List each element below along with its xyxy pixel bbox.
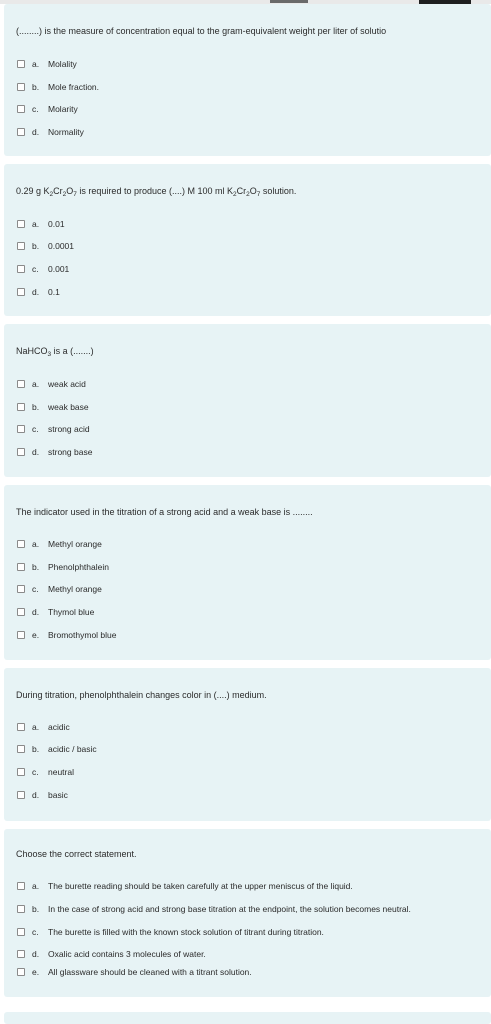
option-5c[interactable] xyxy=(17,766,74,778)
option-1a[interactable] xyxy=(17,58,77,70)
checkbox[interactable] xyxy=(17,928,25,936)
option-letter: d. xyxy=(32,949,40,959)
option-letter: b. xyxy=(32,744,40,754)
option-letter: d. xyxy=(32,127,40,137)
option-label: basic xyxy=(48,790,68,800)
question-text: Choose the correct statement. xyxy=(16,849,137,859)
option-letter: b. xyxy=(32,562,40,572)
option-label: Phenolphthalein xyxy=(48,562,109,572)
checkbox[interactable] xyxy=(17,380,25,388)
checkbox[interactable] xyxy=(17,425,25,433)
option-letter: b. xyxy=(32,241,40,251)
option-2b[interactable] xyxy=(17,240,74,252)
status-bar-indicator xyxy=(270,0,308,3)
checkbox[interactable] xyxy=(17,882,25,890)
option-5b[interactable] xyxy=(17,743,97,755)
option-6c[interactable] xyxy=(17,926,324,938)
option-letter: c. xyxy=(32,927,39,937)
option-label: strong base xyxy=(48,447,93,457)
option-letter: c. xyxy=(32,264,39,274)
checkbox[interactable] xyxy=(17,723,25,731)
option-letter: e. xyxy=(32,967,40,977)
option-label: neutral xyxy=(48,767,74,777)
checkbox[interactable] xyxy=(17,631,25,639)
checkbox[interactable] xyxy=(17,242,25,250)
option-letter: a. xyxy=(32,59,40,69)
checkbox[interactable] xyxy=(17,768,25,776)
option-3d[interactable] xyxy=(17,446,92,458)
option-label: 0.01 xyxy=(48,219,65,229)
option-letter: a. xyxy=(32,379,40,389)
question-card-2 xyxy=(4,164,491,316)
checkbox[interactable] xyxy=(17,265,25,273)
option-letter: a. xyxy=(32,881,40,891)
option-label: Mole fraction. xyxy=(48,82,100,92)
option-label: weak acid xyxy=(48,379,86,389)
option-4b[interactable] xyxy=(17,561,109,573)
option-label: 0.0001 xyxy=(48,241,74,251)
option-1b[interactable] xyxy=(17,81,99,93)
checkbox[interactable] xyxy=(17,563,25,571)
checkbox[interactable] xyxy=(17,905,25,913)
option-label: In the case of strong acid and strong base titration at the endpoint, the solution becomes neutral. xyxy=(48,904,411,914)
option-2d[interactable] xyxy=(17,286,60,298)
option-letter: d. xyxy=(32,790,40,800)
option-4a[interactable] xyxy=(17,538,102,550)
option-letter: c. xyxy=(32,104,39,114)
option-label: Bromothymol blue xyxy=(48,630,117,640)
option-1d[interactable] xyxy=(17,126,84,138)
question-text: During titration, phenolphthalein changes color in (....) medium. xyxy=(16,690,267,700)
checkbox[interactable] xyxy=(17,220,25,228)
option-label: Thymol blue xyxy=(48,607,95,617)
option-label: All glassware should be cleaned with a titrant solution. xyxy=(48,967,252,977)
option-letter: c. xyxy=(32,584,39,594)
checkbox[interactable] xyxy=(17,128,25,136)
option-label: Normality xyxy=(48,127,84,137)
option-6d[interactable] xyxy=(17,948,206,960)
option-label: acidic / basic xyxy=(48,744,97,754)
option-letter: e. xyxy=(32,630,40,640)
option-2a[interactable] xyxy=(17,218,65,230)
option-label: Methyl orange xyxy=(48,539,102,549)
option-label: Methyl orange xyxy=(48,584,102,594)
question-text: NaHCO$_3$ is a (.......) xyxy=(16,346,94,358)
option-label: Molarity xyxy=(48,104,78,114)
checkbox[interactable] xyxy=(17,608,25,616)
next-question-card xyxy=(4,1012,491,1024)
checkbox[interactable] xyxy=(17,105,25,113)
option-label: strong acid xyxy=(48,424,90,434)
checkbox[interactable] xyxy=(17,60,25,68)
option-label: acidic xyxy=(48,722,70,732)
option-3a[interactable] xyxy=(17,378,86,390)
option-label: Molality xyxy=(48,59,77,69)
option-5d[interactable] xyxy=(17,789,68,801)
option-letter: a. xyxy=(32,722,40,732)
option-letter: a. xyxy=(32,539,40,549)
option-4c[interactable] xyxy=(17,583,102,595)
option-label: 0.1 xyxy=(48,287,60,297)
question-text: The indicator used in the titration of a strong acid and a weak base is ........ xyxy=(16,507,313,517)
checkbox[interactable] xyxy=(17,83,25,91)
checkbox[interactable] xyxy=(17,448,25,456)
option-letter: d. xyxy=(32,287,40,297)
checkbox[interactable] xyxy=(17,745,25,753)
option-4e[interactable] xyxy=(17,629,117,641)
option-4d[interactable] xyxy=(17,606,94,618)
option-letter: a. xyxy=(32,219,40,229)
question-text: (........) is the measure of concentration equal to the gram-equivalent weight per liter of solutio xyxy=(16,26,387,36)
checkbox[interactable] xyxy=(17,540,25,548)
question-text: 0.29 g $K_2Cr_2O_7$ is required to produce (....) M 100 ml $K_2Cr_2O_7$ solution. xyxy=(16,186,297,198)
option-label: Oxalic acid contains 3 molecules of water. xyxy=(48,949,206,959)
option-6a[interactable] xyxy=(17,880,353,892)
option-label: weak base xyxy=(48,402,89,412)
option-letter: d. xyxy=(32,607,40,617)
option-label: The burette reading should be taken carefully at the upper meniscus of the liquid. xyxy=(48,881,353,891)
checkbox[interactable] xyxy=(17,791,25,799)
option-3c[interactable] xyxy=(17,423,90,435)
option-letter: b. xyxy=(32,904,40,914)
checkbox[interactable] xyxy=(17,950,25,958)
option-6e[interactable] xyxy=(17,966,252,978)
option-label: 0.001 xyxy=(48,264,70,274)
option-2c[interactable] xyxy=(17,263,69,275)
option-5a[interactable] xyxy=(17,721,70,733)
option-label: The burette is filled with the known stock solution of titrant during titration. xyxy=(48,927,324,937)
option-letter: b. xyxy=(32,82,40,92)
option-6b[interactable] xyxy=(17,903,411,915)
option-letter: d. xyxy=(32,447,40,457)
option-letter: b. xyxy=(32,402,40,412)
option-letter: c. xyxy=(32,767,39,777)
option-1c[interactable] xyxy=(17,103,78,115)
option-letter: c. xyxy=(32,424,39,434)
checkbox[interactable] xyxy=(17,968,25,976)
checkbox[interactable] xyxy=(17,288,25,296)
checkbox[interactable] xyxy=(17,585,25,593)
option-3b[interactable] xyxy=(17,401,89,413)
checkbox[interactable] xyxy=(17,403,25,411)
